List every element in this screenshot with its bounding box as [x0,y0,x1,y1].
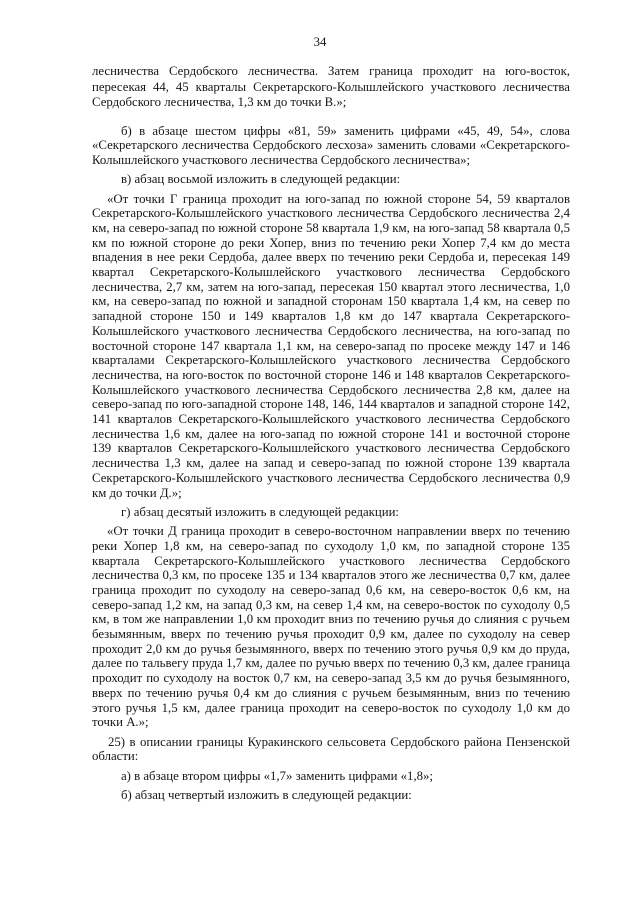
amendment-item-g: г) абзац десятый изложить в следующей редакции: [121,504,399,519]
paragraph-continuation: лесничества Сердобского лесничества. Затем граница проходит на юго-восток, пересекая 44, 45 кварталы Секретарского-Колышлейского участкового лесничества Сердобского лесничества, 1,3 км до точки В.»; [92,64,570,109]
numbered-item-25: 25) в описании границы Куракинского сельсовета Сердобского района Пензенской области: [92,734,570,764]
amendment-item-v: в) абзац восьмой изложить в следующей редакции: [121,172,401,187]
quoted-paragraph-point-d: «От точки Д граница проходит в северо-восточном направлении вверх по течению реки Хопер 1,8 км, на северо-запад по суходолу 1,0 км, по западной стороне 135 квартала Секретарского-Колышлейского участкового лесничества Сердобского лесничества 0,3 км, по просеке 135 и 134 кварталов этого же лесничества 0,7 км, далее граница проходит по суходолу на северо-запад 0,6 км, на северо-восток 0,6 км, на северо-запад 1,2 км, на запад 0,3 км, на север 1,4 км, на северо-восток по суходолу 0,5 км, в том же направлении 1,0 км проходит вниз по течению ручья до слияния с ручьем безымянным, вверх по течению ручья проходит 0,9 км, далее по суходолу на север проходит 2,0 км до ручья безымянного, вверх по течению этого ручья 0,9 км до пруда, далее по тальвегу пруда 1,7 км, далее по ручью вверх по течению 0,3 км, далее граница проходит по суходолу на восток 0,7 км, на северо-запад 3,5 км до ручья безымянного, вверх по течению ручья 0,4 км до слияния с ручьем безымянным, вниз по течению этого ручья 1,5 км, далее граница проходит на северо-восток по суходолу 1,0 км до точки А.»; [92,524,570,730]
amendment-item-b: б) в абзаце шестом цифры «81, 59» заменить цифрами «45, 49, 54», слова «Секретарского лесничества Сердобского лесхоза» заменить словами «Секретарского-Колышлейского участкового лесничества Сердобского лесничества»; [92,123,570,167]
amendment-item-b-2: б) абзац четвертый изложить в следующей редакции: [121,787,412,802]
page-number: 34 [313,35,327,49]
document-body [92,64,570,807]
amendment-item-a: а) в абзаце втором цифры «1,7» заменить цифрами «1,8»; [121,768,434,783]
quoted-paragraph-point-g: «От точки Г граница проходит на юго-запад по южной стороне 54, 59 кварталов Секретарского-Колышлейского участкового лесничества Сердобского лесничества 2,4 км, на северо-запад по южной стороне 58 квартала 1,9 км, на юго-запад 58 квартала 0,5 км по южной стороне до реки Хопер, вниз по течению реки Хопер 7,4 км до места впадения в нее реки Сердоба, далее вверх по течению реки Сердоба и, пересекая 149 квартал Секретарского-Колышлейского участкового лесничества Сердобского лесничества, 2,7 км, затем на юго-запад, пересекая 150 квартал этого лесничества, 1,0 км, на северо-запад по южной и западной сторонам 150 квартала 1,4 км, на север по западной стороне 150 и 149 кварталов 1,8 км до 147 квартала Секретарского-Колышлейского участкового лесничества Сердобского лесничества, на юго-запад по восточной стороне 147 квартала 1,1 км, на северо-запад по просеке между 147 и 146 кварталами Секретарского-Колышлейского участкового лесничества Сердобского лесничества, на юго-восток по восточной стороне 146 и 148 кварталов Секретарского-Колышлейского участкового лесничества Сердобского лесничества 2,8 км, далее на северо-запад по юго-западной стороне 148, 146, 144 кварталов и западной стороне 142, 141 кварталов Секретарского-Колышлейского участкового лесничества Сердобского лесничества 1,6 км, далее на юго-запад по южной стороне 141 и восточной стороне 139 кварталов Секретарского-Колышлейского участкового лесничества Сердобского лесничества 1,3 км, далее на запад и северо-запад по южной стороне 139 квартала Секретарского-Колышлейского участкового лесничества Сердобского лесничества 0,9 км до точки Д.»; [92,191,570,500]
